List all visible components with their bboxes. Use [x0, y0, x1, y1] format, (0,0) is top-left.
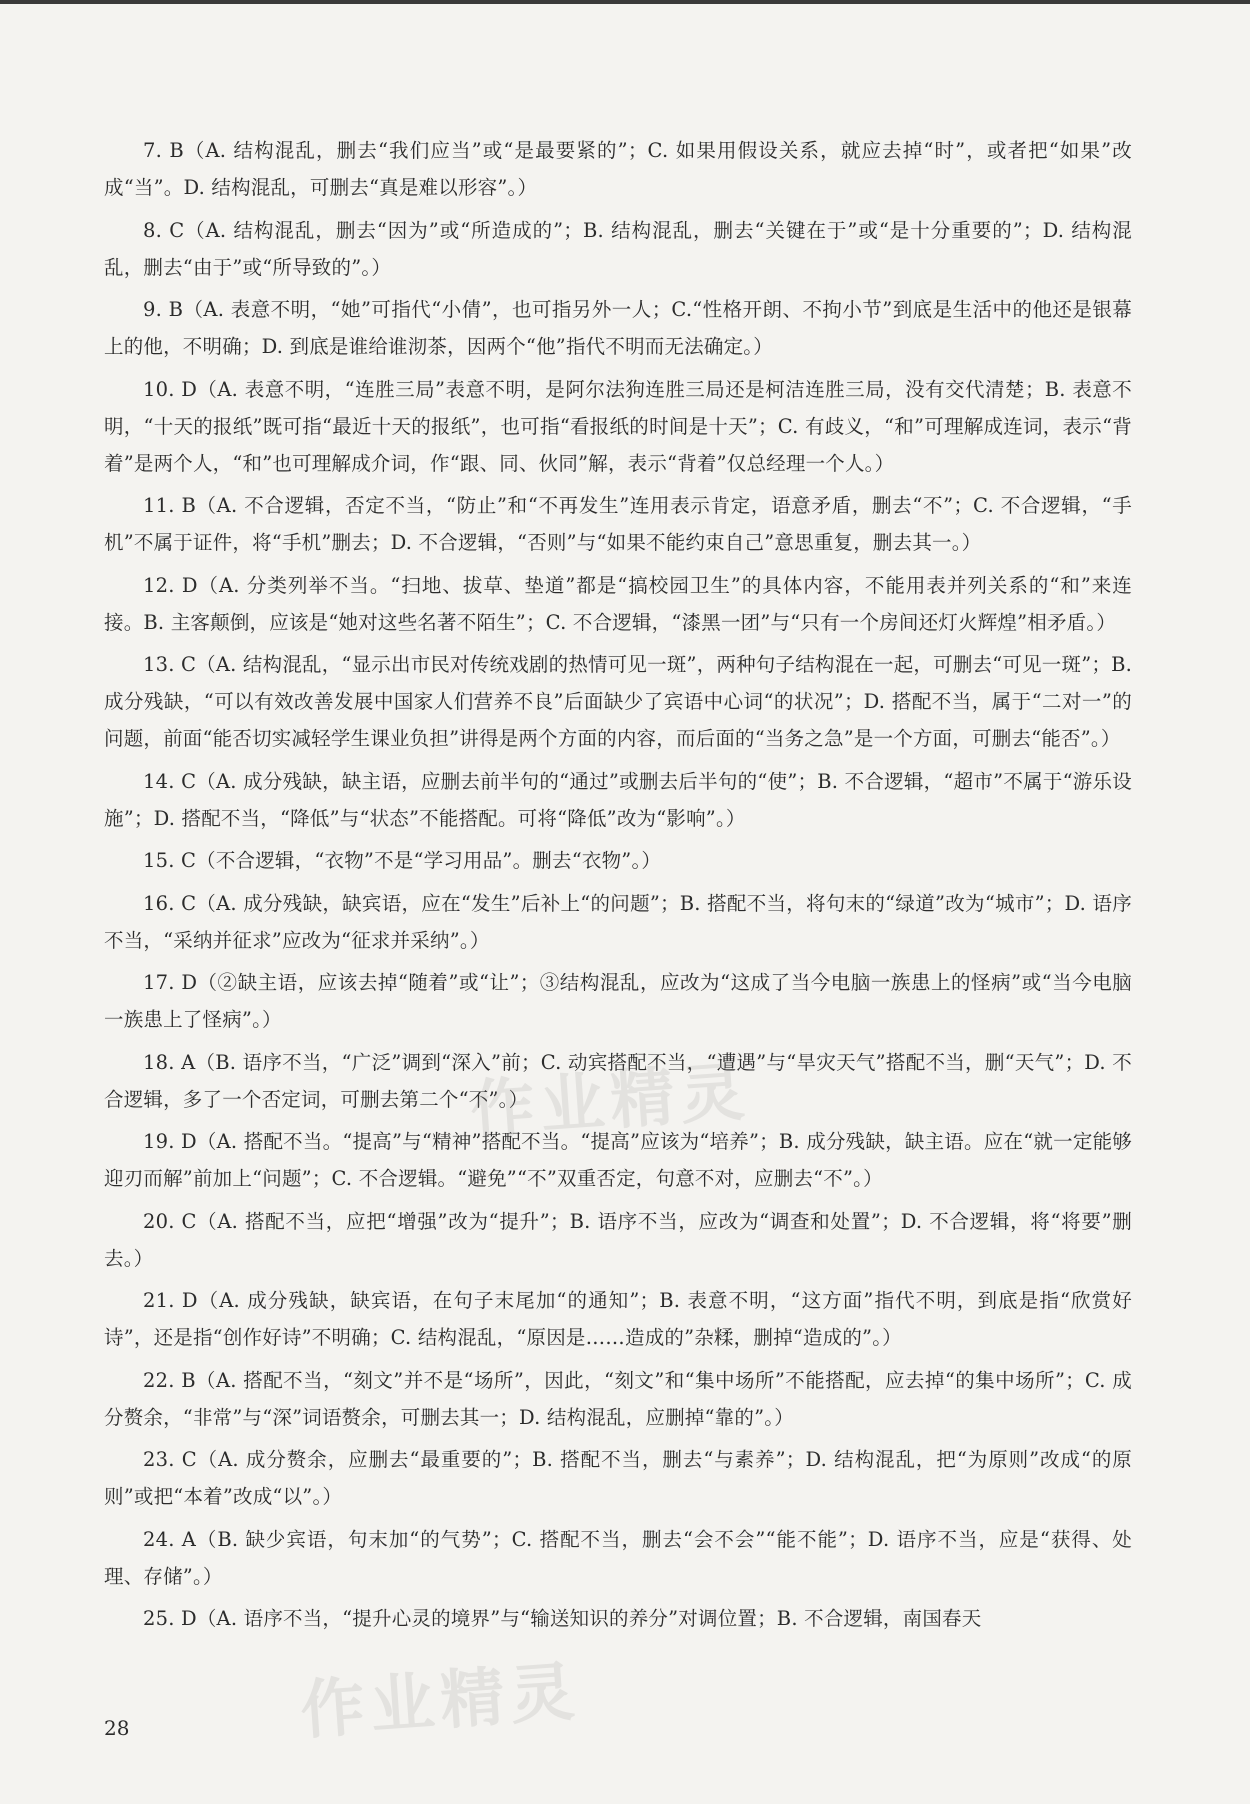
answer-item-19: 19. D（A. 搭配不当。“提高”与“精神”搭配不当。“提高”应该为“培养”；B. 成分残缺，缺主语。应在“就一定能够迎刃而解”前加上“问题”；C. 不合逻辑。“避免”“不”双重否定，句意不对，应删去“不”。）	[104, 1130, 1132, 1190]
answer-item-7: 7. B（A. 结构混乱，删去“我们应当”或“是最要紧的”；C. 如果用假设关系，就应去掉“时”，或者把“如果”改成“当”。D. 结构混乱，可删去“真是难以形容”。）	[104, 139, 1132, 199]
watermark: 作业精灵	[298, 1655, 583, 1749]
answer-item-21: 21. D（A. 成分残缺，缺宾语，在句子末尾加“的通知”；B. 表意不明，“这方面”指代不明，到底是指“欣赏好诗”，还是指“创作好诗”不明确；C. 结构混乱，“原因是……造成的”杂糅，删掉“造成的”。）	[104, 1289, 1132, 1349]
answer-item-25: 25. D（A. 语序不当，“提升心灵的境界”与“输送知识的养分”对调位置；B. 不合逻辑，南国春天	[143, 1607, 982, 1630]
answer-item-12: 12. D（A. 分类列举不当。“扫地、拔草、垫道”都是“搞校园卫生”的具体内容，不能用表并列关系的“和”来连接。B. 主客颠倒，应该是“她对这些名著不陌生”；C. 不合逻辑，“漆黑一团”与“只有一个房间还灯火辉煌”相矛盾。）	[104, 573, 1132, 634]
answer-item-18: 18. A（B. 语序不当，“广泛”调到“深入”前；C. 动宾搭配不当，“遭遇”与“旱灾天气”搭配不当，删“天气”；D. 不合逻辑，多了一个否定词，可删去第二个“不”。）	[104, 1050, 1132, 1111]
top-border-rule	[0, 0, 1250, 4]
answer-item-20: 20. C（A. 搭配不当，应把“增强”改为“提升”；B. 语序不当，应改为“调查和处置”；D. 不合逻辑，将“将要”删去。）	[104, 1209, 1132, 1270]
answer-item-8: 8. C（A. 结构混乱，删去“因为”或“所造成的”；B. 结构混乱，删去“关键在于”或“是十分重要的”；D. 结构混乱，删去“由于”或“所导致的”。）	[104, 218, 1132, 279]
answer-item-15: 15. C（不合逻辑，“衣物”不是“学习用品”。删去“衣物”。）	[143, 849, 662, 872]
watermark: 作业精灵	[468, 1055, 753, 1149]
answer-item-24: 24. A（B. 缺少宾语，句末加“的气势”；C. 搭配不当，删去“会不会”“能不能”；D. 语序不当，应是“获得、处理、存储”。）	[104, 1527, 1132, 1588]
answer-item-9: 9. B（A. 表意不明，“她”可指代“小倩”，也可指另外一人；C.“性格开朗、不拘小节”到底是生活中的他还是银幕上的他，不明确；D. 到底是谁给谁沏茶，因两个“他”指代不明而无法确定。）	[104, 298, 1132, 358]
answer-item-23: 23. C（A. 成分赘余，应删去“最重要的”；B. 搭配不当，删去“与素养”；D. 结构混乱，把“为原则”改成“的原则”或把“本着”改成“以”。）	[104, 1448, 1132, 1508]
answer-item-22: 22. B（A. 搭配不当，“刻文”并不是“场所”，因此，“刻文”和“集中场所”不能搭配，应去掉“的集中场所”；C. 成分赘余，“非常”与“深”词语赘余，可删去其一；D. 结构混乱，应删掉“靠的”。）	[104, 1368, 1132, 1429]
answer-item-10: 10. D（A. 表意不明，“连胜三局”表意不明，是阿尔法狗连胜三局还是柯洁连胜三局，没有交代清楚；B. 表意不明，“十天的报纸”既可指“最近十天的报纸”，也可指“看报纸的时间是十天”；C. 有歧义，“和”可理解成连词，表示“背着”是两个人，“和”也可理解成介词，作“跟、同、伙同”解，表示“背着”仅总经理一个人。）	[104, 377, 1132, 475]
answer-item-17: 17. D（②缺主语，应该去掉“随着”或“让”；③结构混乱，应改为“这成了当今电脑一族患上的怪病”或“当今电脑一族患上了怪病”。）	[104, 971, 1132, 1031]
answer-item-14: 14. C（A. 成分残缺，缺主语，应删去前半句的“通过”或删去后半句的“使”；B. 不合逻辑，“超市”不属于“游乐设施”；D. 搭配不当，“降低”与“状态”不能搭配。可将“降低”改为“影响”。）	[104, 769, 1132, 830]
page-number: 28	[104, 1716, 130, 1740]
answer-item-11: 11. B（A. 不合逻辑，否定不当，“防止”和“不再发生”连用表示肯定，语意矛盾，删去“不”；C. 不合逻辑，“手机”不属于证件，将“手机”删去；D. 不合逻辑，“否则”与“如果不能约束自己”意思重复，删去其一。）	[104, 494, 1132, 554]
answer-item-13: 13. C（A. 结构混乱，“显示出市民对传统戏剧的热情可见一斑”，两种句子结构混在一起，可删去“可见一斑”；B. 成分残缺，“可以有效改善发展中国家人们营养不良”后面缺少了宾语中心词“的状况”；D. 搭配不当，属于“二对一”的问题，前面“能否切实减轻学生课业负担”讲得是两个方面的内容，而后面的“当务之急”是一个方面，可删去“能否”。）	[104, 653, 1132, 750]
answer-item-16: 16. C（A. 成分残缺，缺宾语，应在“发生”后补上“的问题”；B. 搭配不当，将句末的“绿道”改为“城市”；D. 语序不当，“采纳并征求”应改为“征求并采纳”。）	[104, 891, 1132, 952]
answer-list	[104, 132, 1132, 1643]
